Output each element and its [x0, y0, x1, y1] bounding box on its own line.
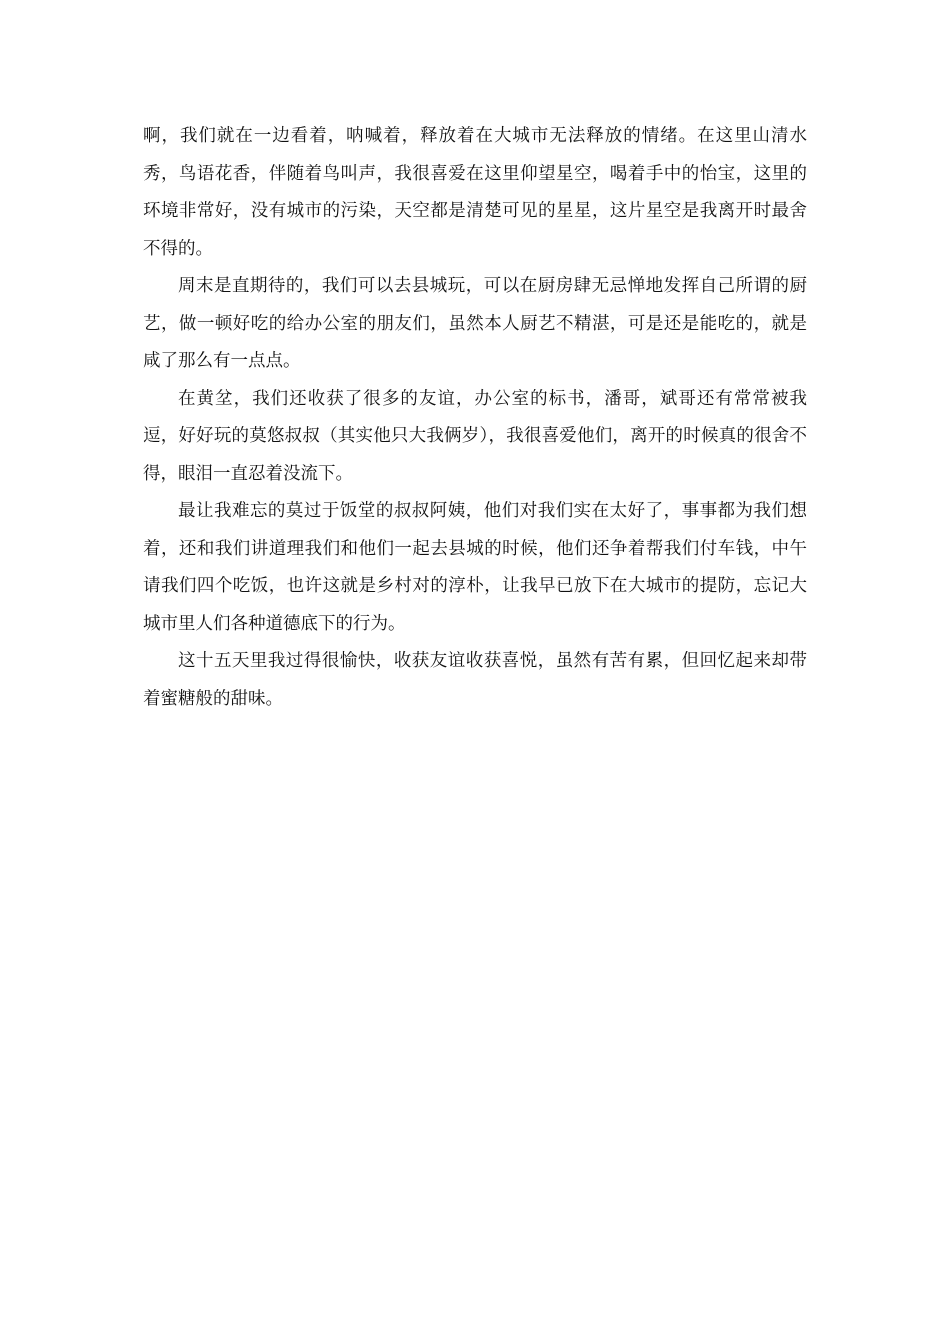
- document-body: [143, 118, 807, 718]
- paragraph-friendship: 在黄坌，我们还收获了很多的友谊，办公室的标书，潘哥，斌哥还有常常被我逗，好好玩的莫悠叔叔（其实他只大我俩岁），我很喜爱他们，离开的时候真的很舍不得，眼泪一直忍着没流下。: [143, 388, 807, 484]
- paragraph-canteen: 最让我难忘的莫过于饭堂的叔叔阿姨，他们对我们实在太好了，事事都为我们想着，还和我们讲道理我们和他们一起去县城的时候，他们还争着帮我们付车钱，中午请我们四个吃饭，也许这就是乡村对的淳朴，让我早已放下在大城市的提防，忘记大城市里人们各种道德底下的行为。: [143, 501, 807, 634]
- paragraph-weekend: 周末是直期待的，我们可以去县城玩，可以在厨房肆无忌惮地发挥自己所谓的厨艺，做一顿好吃的给办公室的朋友们，虽然本人厨艺不精湛，可是还是能吃的，就是咸了那么有一点点。: [143, 276, 807, 371]
- paragraph-continued: 啊，我们就在一边看着，呐喊着，释放着在大城市无法释放的情绪。在这里山清水秀，鸟语花香，伴随着鸟叫声，我很喜爱在这里仰望星空，喝着手中的怡宝，这里的环境非常好，没有城市的污染，天空都是清楚可见的星星，这片星空是我离开时最舍不得的。: [143, 126, 807, 259]
- paragraph-conclusion: 这十五天里我过得很愉快，收获友谊收获喜悦，虽然有苦有累，但回忆起来却带着蜜糖般的甜味。: [143, 651, 807, 709]
